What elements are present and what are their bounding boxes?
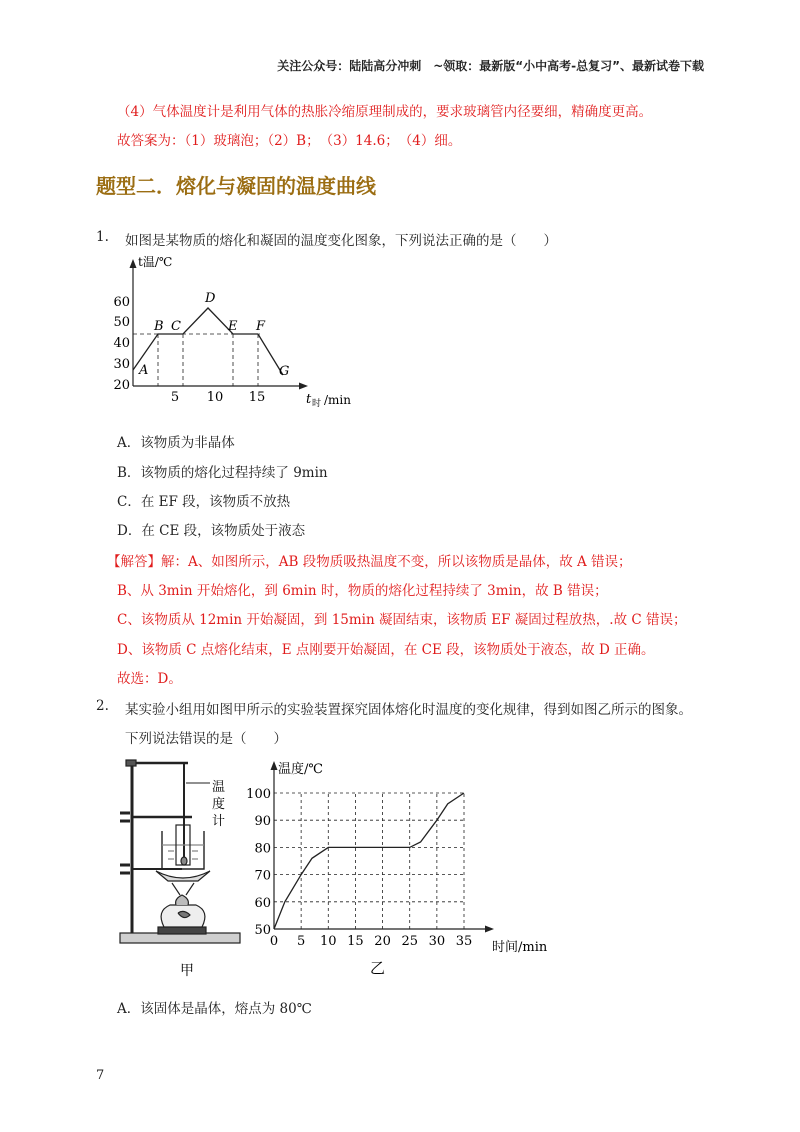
y-tick-label: 40 [113, 336, 130, 351]
x-tick-label: 0 [269, 934, 279, 949]
q1-stem: 如图是某物质的熔化和凝固的温度变化图象，下列说法正确的是（ ） [125, 233, 557, 249]
y-tick-label: 60 [113, 295, 130, 310]
page-header: 关注公众号：陆陆高分冲刺 ~领取：最新版“小中高考-总复习”、最新试卷下载 [277, 59, 704, 73]
y-tick-label: 50 [254, 923, 271, 938]
x-tick-label: 15 [347, 934, 364, 949]
point-label-a: A [139, 363, 149, 378]
page-number: 7 [96, 1068, 105, 1083]
x-axis-label: 时间/min [492, 940, 548, 955]
q2-option-a: A．该固体是晶体，熔点为 80℃ [117, 1001, 312, 1017]
point-label-c: C [171, 319, 181, 334]
temperature-curve [274, 793, 464, 929]
q1-option-c: C．在 EF 段，该物质不放热 [117, 494, 291, 510]
q1-solution-line: 故选：D。 [117, 671, 182, 687]
x-tick-label: 5 [170, 390, 180, 405]
x-tick-label: 10 [320, 934, 337, 949]
y-tick-label: 100 [246, 787, 271, 802]
x-tick-label: 15 [248, 390, 266, 405]
x-tick-label: 30 [428, 934, 446, 949]
grid-lines [274, 793, 464, 929]
section-title: 题型二．熔化与凝固的温度曲线 [96, 174, 376, 198]
figure-caption-jia: 甲 [180, 963, 194, 979]
y-axis-arrow-icon [271, 761, 278, 770]
y-tick-label: 60 [254, 895, 271, 911]
q2-number: 2. [96, 698, 109, 714]
q1-option-d: D．在 CE 段，该物质处于液态 [117, 523, 306, 539]
figure-caption-yi: 乙 [370, 959, 386, 977]
point-label-g: G [279, 364, 290, 379]
burner-base [158, 927, 206, 934]
point-label-e: E [228, 319, 238, 334]
y-axis-arrow-icon [130, 259, 137, 268]
x-tick-label: 5 [297, 934, 306, 949]
prev-answer-line-4: （4）气体温度计是利用气体的热胀冷缩原理制成的，要求玻璃管内径要细，精确度更高。 [117, 104, 653, 120]
y-tick-label: 80 [254, 841, 271, 857]
y-tick-label: 50 [113, 315, 130, 330]
x-tick-label: 20 [374, 934, 391, 949]
x-axis-arrow-icon [299, 383, 308, 390]
thermometer-label-char: 计 [212, 814, 226, 829]
y-tick-label: 20 [113, 378, 130, 393]
q1-number: 1. [96, 229, 109, 245]
x-tick-label: 25 [401, 934, 418, 949]
temperature-time-graph [246, 755, 556, 985]
apparatus-figure [112, 755, 252, 985]
q1-solution-line: C、该物质从 12min 开始凝固，到 15min 凝固结束，该物质 EF 凝固过程放热，.故 C 错误； [117, 612, 687, 628]
q1-solution-line: B、从 3min 开始熔化，到 6min 时，物质的熔化过程持续了 3min，故 B 错误； [117, 583, 608, 599]
q1-solution-line: 【解答】解：A、如图所示，AB 段物质吸热温度不变，所以该物质是晶体，故 A 错误； [107, 554, 632, 570]
point-label-d: D [205, 291, 216, 306]
q2-stem-line2: 下列说法错误的是（ ） [125, 731, 287, 747]
x-axis-label-sub: 时 [312, 399, 322, 409]
x-axis-label-unit: /min [324, 393, 351, 407]
thermometer-label-char: 度 [212, 797, 226, 812]
wire-gauze [156, 871, 210, 881]
x-axis-label-t: t [306, 392, 312, 407]
y-tick-label: 70 [254, 868, 271, 884]
point-label-f: F [256, 319, 266, 334]
point-label-b: B [154, 319, 164, 334]
q1-solution-line: D、该物质 C 点熔化结束，E 点刚要开始凝固，在 CE 段，该物质处于液态，故 D 正确。 [117, 642, 655, 658]
y-axis-label: t温/℃ [138, 255, 173, 269]
x-axis-arrow-icon [485, 926, 494, 933]
y-tick-label: 90 [254, 814, 271, 830]
q1-option-b: B．该物质的熔化过程持续了 9min [117, 465, 328, 481]
prev-answer-summary: 故答案为：（1）玻璃泡；（2）B； （3）14.6； （4）细。 [117, 133, 462, 149]
y-tick-label: 30 [113, 357, 130, 372]
thermometer-label-char: 温 [212, 780, 226, 795]
melting-solidification-graph [110, 250, 370, 415]
x-tick-label: 35 [455, 934, 473, 949]
q1-option-a: A．该物质为非晶体 [117, 435, 235, 451]
q2-stem-line1: 某实验小组用如图甲所示的实验装置探究固体熔化时温度的变化规律，得到如图乙所示的图象。 [125, 702, 692, 718]
y-axis-label: 温度/℃ [278, 762, 323, 777]
x-tick-label: 10 [206, 390, 224, 405]
